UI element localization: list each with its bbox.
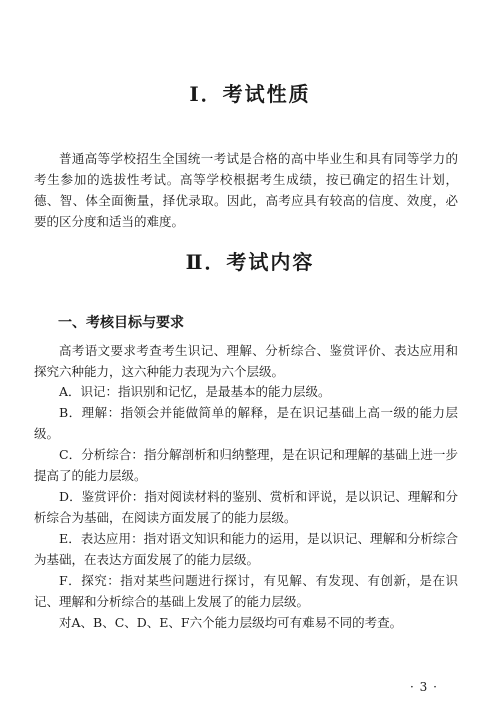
level-c-paragraph: C．分析综合：指分解剖析和归纳整理，是在识记和理解的基础上进一步提高了的能力层级。 xyxy=(34,447,458,483)
section-title-nature: Ⅰ．考试性质 xyxy=(189,82,311,106)
intro-paragraph: 高考语文要求考查考生识记、理解、分析综合、鉴赏评价、表达应用和探究六种能力，这六种能力表现为六个层级。 xyxy=(34,343,458,379)
level-a-paragraph: A．识记：指识别和记忆，是最基本的能力层级。 xyxy=(59,384,331,399)
page-number: · 3 · xyxy=(410,680,438,694)
level-f-paragraph: F．探究：指对某些问题进行探讨，有见解、有发现、有创新，是在识记、理解和分析综合的基础上发展了的能力层级。 xyxy=(34,573,458,609)
level-b-paragraph: B．理解：指领会并能做简单的解释，是在识记基础上高一级的能力层级。 xyxy=(34,405,458,441)
closing-paragraph: 对A、B、C、D、E、F六个能力层级均可有难易不同的考查。 xyxy=(59,615,403,630)
subsection-title-goals: 一、考核目标与要求 xyxy=(58,315,184,331)
nature-paragraph: 普通高等学校招生全国统一考试是合格的高中毕业生和具有同等学力的考生参加的选拔性考试。高等学校根据考生成绩，按已确定的招生计划，德、智、体全面衡量，择优录取。因此，高考应具有较高的信度、效度，必要的区分度和适当的难度。 xyxy=(34,151,458,229)
level-e-paragraph: E．表达应用：指对语文知识和能力的运用，是以识记、理解和分析综合为基础，在表达方面发展了的能力层级。 xyxy=(34,531,458,567)
section-title-content: Ⅱ．考试内容 xyxy=(185,250,315,274)
level-d-paragraph: D．鉴赏评价：指对阅读材料的鉴别、赏析和评说，是以识记、理解和分析综合为基础，在阅读方面发展了的能力层级。 xyxy=(34,489,458,525)
